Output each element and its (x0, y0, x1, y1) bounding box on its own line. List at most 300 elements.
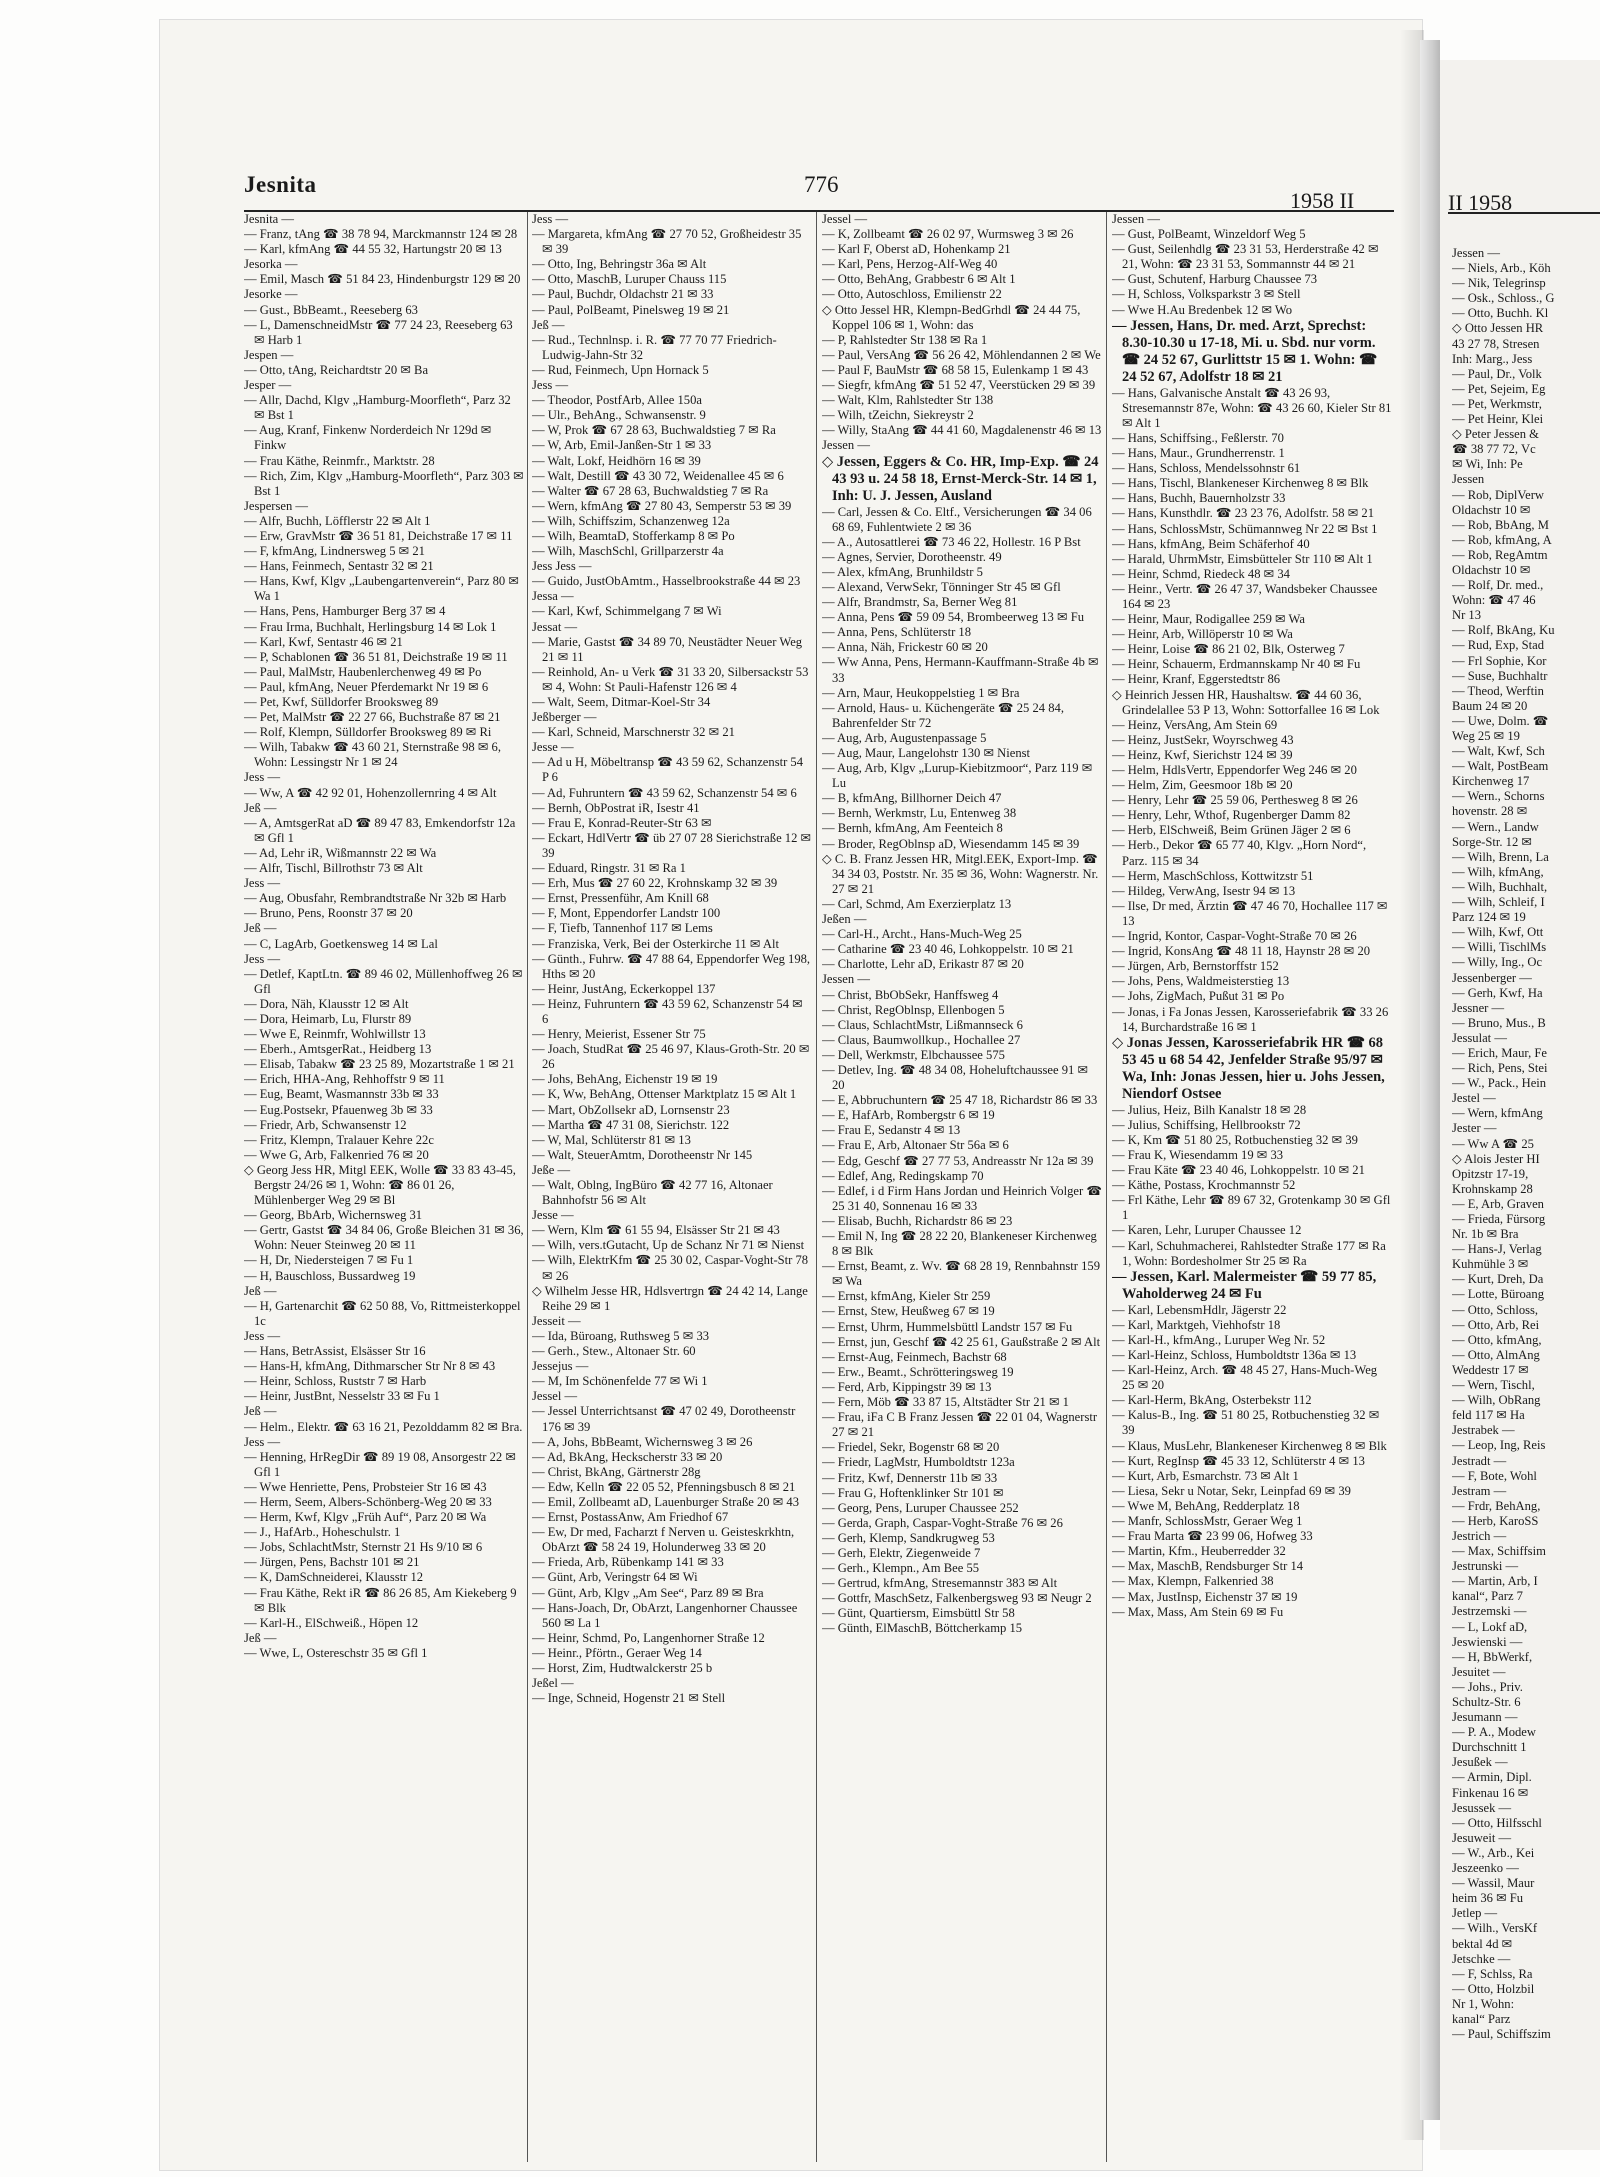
facing-page-entry: Nr 13 (1452, 608, 1482, 623)
facing-page-entry: — Uwe, Dolm. ☎ (1452, 713, 1549, 728)
directory-entry: — W, Arb, Emil-Janßen-Str 1 ✉ 33 (532, 438, 712, 453)
directory-entry: — H, Dr, Niedersteigen 7 ✉ Fu 1 (244, 1253, 414, 1268)
directory-entry: — Wwe Henriette, Pens, Probsteier Str 16 ✉ 43 (244, 1479, 487, 1494)
directory-entry: — Henning, HrRegDir ☎ 89 19 08, Ansorgestr 22 ✉ Gfl 1 (244, 1449, 516, 1479)
directory-entry: — Edg, Geschf ☎ 27 77 53, Andreasstr Nr 12a ✉ 39 (822, 1153, 1094, 1168)
directory-entry: Jeßberger — (532, 710, 597, 725)
directory-entry: — Hans, Galvanische Anstalt ☎ 43 26 93, Stresemannstr 87e, Wohn: ☎ 43 26 60, Kieler Str 81 ✉ Alt 1 (1112, 385, 1392, 430)
directory-entry: — Ww, A ☎ 42 92 01, Hohenzollernring 4 ✉ Alt (244, 785, 497, 800)
directory-entry: — Günt, Arb, Klgv „Am See“, Parz 89 ✉ Bra (532, 1585, 764, 1600)
column-2 (532, 212, 812, 2162)
facing-page-entry: — Herb, KaroSS (1452, 1513, 1539, 1528)
directory-entry: — Heinr, Schmd, Riedeck 48 ✉ 34 (1112, 566, 1290, 581)
directory-entry: — Heinz, Fuhruntern ☎ 43 59 62, Schanzenstr 54 ✉ 6 (532, 996, 803, 1026)
facing-page-entry: Jestrich — (1452, 1528, 1507, 1543)
directory-entry: — Max, MaschB, Rendsburger Str 14 (1112, 1559, 1304, 1574)
directory-entry: — Ferd, Arb, Kippingstr 39 ✉ 13 (822, 1379, 992, 1394)
directory-entry: ◇ Wilhelm Jesse HR, Hdlsvertrgn ☎ 24 42 14, Lange Reihe 29 ✉ 1 (532, 1283, 808, 1313)
directory-entry: — Gust., BbBeamt., Reeseberg 63 (244, 302, 418, 317)
directory-entry: — Manfr, SchlossMstr, Geraer Weg 1 (1112, 1514, 1303, 1529)
facing-page-entry: — Otto, Hilfsschl (1452, 1815, 1542, 1830)
directory-entry: — Heinr., Vertr. ☎ 26 47 37, Wandsbeker Chaussee 164 ✉ 23 (1112, 581, 1378, 611)
directory-entry: — Heinr, Arb, Willöperstr 10 ✉ Wa (1112, 627, 1293, 642)
directory-entry: — Emil, Zollbeamt aD, Lauenburger Straße 20 ✉ 43 (532, 1494, 800, 1509)
directory-entry: — Otto, Ing, Behringstr 36a ✉ Alt (532, 257, 707, 272)
directory-entry: — Otto, Autoschloss, Emilienstr 22 (822, 287, 1002, 302)
facing-page-entry: — Rob, RegAmtm (1452, 547, 1548, 562)
directory-entry: — Anna, Pens, Schlüterstr 18 (822, 625, 972, 640)
directory-entry: — C, LagArb, Goetkensweg 14 ✉ Lal (244, 936, 438, 951)
facing-page-entry: — Frieda, Fürsorg (1452, 1212, 1546, 1226)
directory-entry: — Bruno, Pens, Roonstr 37 ✉ 20 (244, 906, 413, 921)
directory-entry: Jespersen — (244, 498, 309, 513)
directory-entry: — Paul, PolBeamt, Pinelsweg 19 ✉ 21 (532, 302, 730, 317)
facing-page-entry: Jeswienski — (1452, 1634, 1523, 1649)
directory-entry: — Helm, HdlsVertr, Eppendorfer Weg 246 ✉ 20 (1112, 763, 1357, 777)
facing-page-entry: Finkenau 16 ✉ (1452, 1785, 1529, 1800)
directory-entry: — Heinr, Schloss, Ruststr 7 ✉ Harb (244, 1374, 427, 1389)
facing-page-entry: — Willy, Ing., Oc (1452, 955, 1543, 970)
directory-entry: Jess — (532, 212, 569, 226)
facing-page-entry: — L, Lokf aD, (1452, 1619, 1528, 1634)
directory-entry: — Hans, Pens, Hamburger Berg 37 ✉ 4 (244, 604, 446, 619)
directory-entry: — Erw., Beamt., Schrötteringsweg 19 (822, 1364, 1014, 1379)
directory-entry: — Friedr, LagMstr, Humboldtstr 123a (822, 1455, 1015, 1470)
facing-page-entry: — F, Bote, Wohl (1452, 1468, 1537, 1483)
directory-entry: — Günth, ElMaschB, Böttcherkamp 15 (822, 1621, 1023, 1636)
facing-page-entry: — Frl Sophie, Kor (1452, 653, 1547, 668)
directory-entry: — E, Abbruchuntern ☎ 25 47 18, Richardstr 86 ✉ 33 (822, 1093, 1098, 1108)
directory-entry: — F, Mont, Eppendorfer Landstr 100 (532, 906, 721, 921)
directory-entry: — Arnold, Haus- u. Küchengeräte ☎ 25 24 84, Bahrenfelder Str 72 (822, 700, 1064, 730)
facing-page-entry: — Hans-J, Verlag (1452, 1242, 1542, 1257)
facing-page-entry: ✉ Wi, Inh: Pe (1452, 457, 1523, 472)
facing-page-entry: — Armin, Dipl. (1452, 1770, 1532, 1785)
directory-entry: — Heinr., Pförtn., Geraer Weg 14 (532, 1645, 702, 1660)
directory-entry: — Jürgen, Pens, Bachstr 101 ✉ 21 (244, 1555, 420, 1570)
directory-entry: — K, Ww, BehAng, Ottenser Marktplatz 15 ✉ Alt 1 (532, 1087, 797, 1102)
directory-entry: — Pet, MalMstr ☎ 22 27 66, Buchstraße 87 ✉ 21 (244, 710, 501, 725)
directory-entry: — Heinz, Kwf, Sierichstr 124 ✉ 39 (1112, 747, 1293, 762)
directory-entry: — Broder, RegOblnsp aD, Wiesendamm 145 ✉ 39 (822, 836, 1080, 851)
directory-entry: — Fern, Möb ☎ 33 87 15, Altstädter Str 21 ✉ 1 (822, 1395, 1069, 1410)
directory-entry: — Otto, tAng, Reichardtstr 20 ✉ Ba (244, 362, 429, 377)
directory-entry: — Wilh, tZeichn, Siekreystr 2 (822, 408, 974, 423)
directory-entry: — Eug, Beamt, Wasmannstr 33b ✉ 33 (244, 1087, 439, 1102)
directory-entry: — Herm, Kwf, Klgv „Früh Auf“, Parz 20 ✉ Wa (244, 1510, 487, 1525)
directory-entry: — Walt, Klm, Rahlstedter Str 138 (822, 393, 994, 408)
directory-entry: — Friedel, Sekr, Bogenstr 68 ✉ 20 (822, 1440, 1000, 1455)
facing-page-entry: — Rob, DiplVerw (1452, 487, 1544, 502)
facing-page-entry: Nr 1, Wohn: (1452, 1996, 1515, 2011)
directory-entry: — Otto, MaschB, Luruper Chauss 115 (532, 272, 727, 287)
facing-page-entry: bektal 4d ✉ (1452, 1936, 1513, 1951)
facing-page-entry: Jestrzemski — (1452, 1604, 1527, 1619)
directory-entry: Jeße — (532, 1162, 571, 1177)
directory-entry: — Karl-Heinz, Arch. ☎ 48 45 27, Hans-Much-Weg 25 ✉ 20 (1112, 1363, 1378, 1393)
facing-page-entry: Oldachstr 10 ✉ (1452, 562, 1531, 577)
facing-page-entry: ◇ Otto Jessen HR (1452, 321, 1544, 336)
directory-entry: — Karl, kfmAng ☎ 44 55 32, Hartungstr 20 ✉ 13 (244, 242, 502, 257)
directory-entry: — Carl-H., Archt., Hans-Much-Weg 25 (822, 927, 1022, 942)
directory-entry: — Frl Käthe, Lehr ☎ 89 67 32, Grotenkamp 30 ✉ Gfl 1 (1112, 1193, 1391, 1223)
facing-page-entry: Jesussek — (1452, 1800, 1512, 1815)
directory-entry: — Ernst, Pressenführ, Am Knill 68 (532, 891, 709, 906)
directory-entry: — Hans, kfmAng, Beim Schäferhof 40 (1112, 536, 1310, 551)
directory-entry: Jeß — (244, 1283, 277, 1298)
directory-entry: ◇ Georg Jess HR, Mitgl EEK, Wolle ☎ 33 83 43-45, Bergstr 24/26 ✉ 1, Wohn: ☎ 86 01 26, Mühlenberger Weg 29 ✉ Bl (244, 1162, 516, 1208)
directory-entry: Jeß — (244, 1630, 277, 1645)
directory-entry: — Johs, BehAng, Eichenstr 19 ✉ 19 (532, 1072, 718, 1087)
directory-entry: — Günth., Fuhrw. ☎ 47 88 64, Eppendorfer Weg 198, Hths ✉ 20 (532, 951, 811, 981)
directory-entry: — Paul, MalMstr, Haubenlerchenweg 49 ✉ Po (244, 664, 482, 679)
facing-page-entry: — Gerh, Kwf, Ha (1452, 985, 1543, 1000)
facing-page-entry: Jestradt — (1452, 1453, 1507, 1468)
directory-entry: Jeß — (244, 1404, 277, 1419)
directory-entry: — Herm, Seem, Albers-Schönberg-Weg 20 ✉ 33 (244, 1494, 492, 1509)
facing-page-entry: — Pet, Werkmstr, (1452, 396, 1542, 411)
directory-entry: — J., HafArb., Hoheschulstr. 1 (244, 1525, 401, 1540)
directory-entry: Jess — (244, 951, 281, 966)
directory-entry: — Karl, LebensmHdlr, Jägerstr 22 (1112, 1302, 1287, 1317)
directory-entry: — Ingrid, Kontor, Caspar-Voght-Straße 70 ✉ 26 (1112, 929, 1357, 944)
directory-entry: — Johs, Pens, Waldmeisterstieg 13 (1112, 974, 1290, 989)
directory-entry: — M, Im Schönenfelde 77 ✉ Wi 1 (532, 1374, 708, 1389)
directory-entry: — Wwe M, BehAng, Redderplatz 18 (1112, 1498, 1300, 1513)
directory-entry: — Carl, Schmd, Am Exerzierplatz 13 (822, 896, 1012, 911)
directory-entry: Jessejus — (532, 1359, 589, 1374)
facing-page-entry: Oldachstr 10 ✉ (1452, 502, 1531, 517)
directory-entry: — Karen, Lehr, Luruper Chaussee 12 (1112, 1223, 1302, 1238)
directory-entry: — Aug, Maur, Langelohstr 130 ✉ Nienst (822, 746, 1031, 760)
directory-entry: Jess — (244, 1434, 281, 1449)
facing-page-entry: Jesuweit — (1452, 1830, 1512, 1845)
facing-page-entry: — Rob, BbAng, M (1452, 517, 1549, 532)
directory-entry: — Ad, Lehr iR, Wißmannstr 22 ✉ Wa (244, 845, 437, 860)
facing-page-entry: Opitzstr 17-19, (1452, 1166, 1529, 1181)
directory-entry: — Ww Anna, Pens, Hermann-Kauffmann-Straße 4b ✉ 33 (822, 655, 1099, 685)
directory-entry: — Walt, Destill ☎ 43 30 72, Weidenallee 45 ✉ 6 (532, 468, 784, 483)
directory-entry: — E, HafArb, Rombergstr 6 ✉ 19 (822, 1108, 995, 1123)
column-divider (1106, 212, 1107, 2162)
directory-entry: — A, AmtsgerRat aD ☎ 89 47 83, Emkendorfstr 12a ✉ Gfl 1 (244, 815, 516, 845)
directory-entry: — Max, Mass, Am Stein 69 ✉ Fu (1112, 1604, 1284, 1619)
facing-page-entry: Jetlep — (1452, 1906, 1498, 1921)
facing-page-entry: — Wilh., VersKf (1452, 1921, 1538, 1936)
directory-entry: — Jobs, SchlachtMstr, Sternstr 21 Hs 9/10 ✉ 6 (244, 1540, 483, 1555)
facing-page-entry: — Wilh, Schleif, I (1452, 895, 1545, 910)
facing-page-column (1452, 246, 1600, 2146)
facing-page-entry: — Johs., Priv. (1452, 1679, 1523, 1694)
directory-entry: — Christ, BkAng, Gärtnerstr 28g (532, 1464, 701, 1479)
directory-entry: — Hans, Tischl, Blankeneser Kirchenweg 8 ✉ Blk (1112, 476, 1369, 491)
facing-page-entry: Parz 124 ✉ 19 (1452, 910, 1526, 925)
facing-page-entry: Schultz-Str. 6 (1452, 1695, 1521, 1709)
facing-page-entry: kanal“ Parz (1452, 2011, 1511, 2026)
directory-entry: — Ulr., BehAng., Schwansenstr. 9 (532, 408, 706, 423)
directory-entry: — Joach, StudRat ☎ 25 46 97, Klaus-Groth-Str. 20 ✉ 26 (532, 1042, 810, 1072)
directory-entry: — Karl-Heinz, Schloss, Humboldtstr 136a ✉ 13 (1112, 1348, 1357, 1362)
facing-page-entry: — Martin, Arb, I (1452, 1574, 1538, 1589)
facing-page-entry: Jesußek — (1452, 1755, 1508, 1770)
directory-entry: — Alfr, Brandmstr, Sa, Berner Weg 81 (822, 595, 1018, 610)
directory-entry: — Wwe G, Arb, Falkenried 76 ✉ 20 (244, 1147, 429, 1162)
facing-page-entry: — Wilh, kfmAng, (1452, 864, 1544, 879)
directory-entry: — Heinr, JustAng, Eckerkoppel 137 (532, 981, 716, 996)
directory-entry: — Wilh, vers.tGutacht, Up de Schanz Nr 71 ✉ Nienst (532, 1238, 805, 1253)
directory-entry: — W, Mal, Schlüterstr 81 ✉ 13 (532, 1132, 691, 1147)
directory-entry: — Wern, kfmAng ☎ 27 80 43, Semperstr 53 ✉ 39 (532, 498, 792, 513)
directory-entry: — Kurt, RegInsp ☎ 45 33 12, Schlüterstr 4 ✉ 13 (1112, 1453, 1365, 1468)
directory-entry: — Ad, BkAng, Heckscherstr 33 ✉ 20 (532, 1449, 723, 1464)
facing-page-entry: — Wilh, Kwf, Ott (1452, 925, 1544, 940)
directory-entry: — Liesa, Sekr u Notar, Sekr, Leinpfad 69 ✉ 39 (1112, 1483, 1351, 1498)
facing-page-entry: Jessen — (1452, 246, 1500, 260)
directory-entry: — Gust, Seilenhdlg ☎ 23 31 53, Herderstraße 42 ✉ 21, Wohn: ☎ 23 31 53, Sommannstr 44 ✉ 21 (1112, 242, 1379, 272)
directory-entry: — Ew, Dr med, Facharzt f Nerven u. Geisteskrkhtn, ObArzt ☎ 58 24 19, Holunderweg 33 ✉ 20 (532, 1525, 795, 1555)
directory-entry: — Eug.Postsekr, Pfauenweg 3b ✉ 33 (244, 1102, 433, 1117)
directory-entry: — Wilh, Tabakw ☎ 43 60 21, Sternstraße 98 ✉ 6, Wohn: Lessingstr Nr 1 ✉ 24 (244, 740, 501, 770)
facing-page-entry: Jeszeenko — (1452, 1861, 1519, 1876)
facing-page-entry: Nr. 1b ✉ Bra (1452, 1227, 1519, 1242)
facing-page-entry: — Walt, PostBeam (1452, 759, 1549, 774)
directory-entry: Jeß — (532, 317, 565, 332)
facing-page-entry: heim 36 ✉ Fu (1452, 1891, 1524, 1906)
directory-entry: — Harald, UhrmMstr, Eimsbütteler Str 110 ✉ Alt 1 (1112, 551, 1373, 566)
directory-entry: — Hans, Feinmech, Sentastr 32 ✉ 21 (244, 559, 434, 574)
directory-entry: — Walt, Oblng, IngBüro ☎ 42 77 16, Altonaer Bahnhofstr 56 ✉ Alt (532, 1178, 773, 1208)
directory-entry: — Eberh., AmtsgerRat., Heidberg 13 (244, 1042, 432, 1057)
facing-page-entry: — Paul, Dr., Volk (1452, 366, 1542, 381)
facing-page-entry: — Nik, Telegrinsp (1452, 276, 1546, 291)
page-number: 776 (804, 172, 839, 197)
facing-page-entry: — Otto, Arb, Rei (1452, 1317, 1540, 1332)
directory-entry: — P, Schablonen ☎ 36 51 81, Deichstraße 19 ✉ 11 (244, 649, 508, 664)
facing-page-entry: Kuhmühle 3 ✉ (1452, 1257, 1529, 1272)
directory-entry: — Alfr, Tischl, Billrothstr 73 ✉ Alt (244, 861, 423, 876)
facing-page-entry: — Max, Schiffsim (1452, 1544, 1546, 1559)
directory-entry: — Detlev, Ing. ☎ 48 34 08, Hoheluftchaussee 91 ✉ 20 (822, 1062, 1089, 1093)
facing-page-entry: Wohn: ☎ 47 46 (1452, 593, 1536, 608)
directory-entry: — Aug, Obusfahr, Rembrandtstraße Nr 32b ✉ Harb (244, 891, 507, 906)
directory-entry: — Alexand, VerwSekr, Tönninger Str 45 ✉ Gfl (822, 579, 1061, 594)
directory-entry: — Hans-H, kfmAng, Dithmarscher Str Nr 8 ✉ 43 (244, 1359, 496, 1374)
directory-entry: Jess — (244, 876, 281, 891)
directory-entry: — Günt, Arb, Veringstr 64 ✉ Wi (532, 1570, 698, 1585)
directory-entry: — Klaus, MusLehr, Blankeneser Kirchenweg 8 ✉ Blk (1112, 1438, 1387, 1453)
directory-entry: — Jessen, Hans, Dr. med. Arzt, Sprechst: 8.30-10.30 u 17-18, Mi. u. Sbd. nur vorm. ☎ 24 52 67, Gurlittstr 15 ✉ 1. Wohn: ☎ 24 52 67, Adolfstr 18 ✉ 21 (1112, 317, 1378, 385)
directory-entry: — Eckart, HdlVertr ☎ üb 27 07 28 Sierichstraße 12 ✉ 39 (532, 830, 812, 860)
directory-entry: Jesse — (532, 1208, 574, 1223)
directory-entry: — Jessel Unterrichtsanst ☎ 47 02 49, Dorotheenstr 176 ✉ 39 (532, 1404, 796, 1434)
directory-entry: — Carl, Jessen & Co. Eltf., Versicherungen ☎ 34 06 68 69, Fuhlentwiete 2 ✉ 36 (822, 504, 1092, 534)
column-4 (1112, 212, 1392, 2162)
directory-entry: — Walt, Seem, Ditmar-Koel-Str 34 (532, 695, 711, 709)
directory-entry: — Wilh, MaschSchl, Grillparzerstr 4a (532, 544, 724, 559)
directory-entry: ◇ Otto Jessel HR, Klempn-BedGrhdl ☎ 24 44 75, Koppel 106 ✉ 1, Wohn: das (822, 302, 1081, 332)
directory-entry: — Anna, Pens ☎ 59 09 54, Brombeerweg 13 ✉ Fu (822, 610, 1085, 625)
facing-page-entry: Jestrabek — (1452, 1423, 1515, 1438)
directory-entry: — Hans, Buchh, Bauernholzstr 33 (1112, 491, 1286, 506)
facing-page-entry: — Pet, Sejeim, Eg (1452, 381, 1546, 396)
directory-entry: — Helm, Zim, Geesmoor 18b ✉ 20 (1112, 778, 1293, 793)
directory-entry: — Franziska, Verk, Bei der Osterkirche 11 ✉ Alt (532, 936, 779, 951)
facing-page-entry: — Rolf, Dr. med., (1452, 578, 1544, 593)
directory-entry: — Fritz, Kwf, Dennerstr 11b ✉ 33 (822, 1470, 998, 1485)
directory-entry: — Rolf, Klempn, Sülldorfer Brooksweg 89 ✉ Ri (244, 725, 492, 740)
column-divider (527, 212, 528, 2162)
directory-entry: — Karl-H., kfmAng., Luruper Weg Nr. 52 (1112, 1332, 1326, 1347)
directory-entry: — Walter ☎ 67 28 63, Buchwaldstieg 7 ✉ Ra (532, 483, 769, 498)
directory-entry: — Siegfr, kfmAng ☎ 51 52 47, Veerstücken 29 ✉ 39 (822, 378, 1096, 393)
directory-entry: — Henry, Lehr, Wthof, Rugenberger Damm 82 (1112, 808, 1351, 823)
directory-entry: Jessat — (532, 619, 578, 634)
directory-entry: — A, Johs, BbBeamt, Wichernsweg 3 ✉ 26 (532, 1434, 753, 1449)
directory-entry: Jeß — (244, 800, 277, 815)
directory-entry: Jessel — (822, 212, 868, 226)
directory-entry: — Willy, StaAng ☎ 44 41 60, Magdalenenstr 46 ✉ 13 (822, 423, 1102, 438)
directory-entry: — Georg, Pens, Luruper Chaussee 252 (822, 1500, 1019, 1515)
facing-page-entry: — Wassil, Maur (1452, 1876, 1535, 1891)
directory-entry: — Fritz, Klempn, Tralauer Kehre 22c (244, 1132, 434, 1147)
directory-entry: — Kurt, Arb, Esmarchstr. 73 ✉ Alt 1 (1112, 1468, 1299, 1483)
directory-entry: — Frau Käthe, Rekt iR ☎ 86 26 85, Am Kiekeberg 9 ✉ Blk (244, 1585, 517, 1615)
directory-entry: — Karl-Herm, BkAng, Osterbekstr 112 (1112, 1393, 1312, 1408)
column-3 (822, 212, 1102, 2162)
directory-entry: — Ingrid, KonsAng ☎ 48 11 18, Haynstr 28 ✉ 20 (1112, 944, 1371, 959)
directory-entry: — Dell, Werkmstr, Elbchaussee 575 (822, 1047, 1005, 1062)
facing-page-entry: — Otto, AlmAng (1452, 1347, 1540, 1362)
facing-page-entry: — Pet Heinr, Klei (1452, 412, 1544, 427)
directory-entry: — Heinr, Kranf, Eggerstedtstr 86 (1112, 672, 1281, 687)
directory-entry: — Paul, kfmAng, Neuer Pferdemarkt Nr 19 ✉ 6 (244, 679, 489, 694)
directory-entry: ◇ Heinrich Jessen HR, Haushaltsw. ☎ 44 60 36, Grindelallee 53 P 13, Wohn: Sottorfallee 16 ✉ Lok (1112, 687, 1380, 717)
directory-entry: — Horst, Zim, Hudtwalckerstr 25 b (532, 1661, 713, 1675)
directory-entry: — Günt, Quartiersm, Eimsbüttl Str 58 (822, 1606, 1015, 1621)
facing-page-entry: — Wern, Tischl, (1452, 1378, 1535, 1393)
facing-page-entry: 43 27 78, Stresen (1452, 336, 1540, 351)
directory-entry: Jessen — (1112, 212, 1160, 226)
directory-entry: — Frieda, Arb, Rübenkamp 141 ✉ 33 (532, 1555, 724, 1570)
directory-entry: — Hans, BetrAssist, Elsässer Str 16 (244, 1344, 426, 1359)
directory-entry: — Arn, Maur, Heukoppelstieg 1 ✉ Bra (822, 685, 1020, 700)
facing-page-entry: Weddestr 17 ✉ (1452, 1362, 1529, 1377)
directory-entry: — Anna, Näh, Frickestr 60 ✉ 20 (822, 640, 988, 655)
directory-entry: ◇ C. B. Franz Jessen HR, Mitgl.EEK, Export-Imp. ☎ 34 34 03, Poststr. Nr. 35 ✉ 36, Wohn: Wagnerstr. Nr. 27 ✉ 21 (822, 851, 1099, 896)
directory-entry: — Ernst, Stew, Heußweg 67 ✉ 19 (822, 1304, 995, 1319)
facing-page-entry: Jessner — (1452, 1000, 1505, 1015)
facing-page-entry: — Niels, Arb., Köh (1452, 261, 1551, 276)
directory-entry: Jeß — (244, 921, 277, 936)
directory-entry: Jesnita — (244, 212, 295, 226)
directory-entry: — Edw, Kelln ☎ 22 05 52, Pfenningsbusch 8 ✉ 21 (532, 1479, 796, 1494)
directory-entry: — Wwe, L, Ostereschstr 35 ✉ Gfl 1 (244, 1645, 428, 1660)
facing-page-entry: — Wilh, Brenn, La (1452, 849, 1549, 864)
directory-entry: — Johs, ZigMach, Pußut 31 ✉ Po (1112, 989, 1285, 1004)
directory-entry: — Paul, VersAng ☎ 56 26 42, Möhlendannen 2 ✉ We (822, 347, 1101, 362)
facing-page-entry: Kirchenweg 17 (1452, 774, 1530, 789)
directory-entry: — Erich, HHA-Ang, Rehhoffstr 9 ✉ 11 (244, 1072, 445, 1087)
directory-entry: ◇ Jonas Jessen, Karosseriefabrik HR ☎ 68 53 45 u 68 54 42, Jenfelder Straße 95/97 ✉ Wa, Inh: Jonas Jessen, hier u. Johs Jessen, Niendorf Ostsee (1112, 1034, 1385, 1102)
directory-entry: — Alfr, Buchh, Löfflerstr 22 ✉ Alt 1 (244, 513, 431, 528)
directory-entry: — Frau, iFa C B Franz Jessen ☎ 22 01 04, Wagnerstr 27 ✉ 21 (822, 1410, 1098, 1440)
facing-page-entry: Jessenberger — (1452, 970, 1532, 985)
directory-entry: — Karl-H., ElSchweiß., Höpen 12 (244, 1615, 419, 1630)
directory-entry: — Karl, Schuhmacherei, Rahlstedter Straße 177 ✉ Ra 1, Wohn: Bordesholmer Str 25 ✉ Ra (1112, 1238, 1386, 1268)
facing-page-entry: Jessen (1452, 472, 1485, 487)
directory-entry: — Frau G, Hoftenklinker Str 101 ✉ (822, 1485, 1004, 1500)
directory-entry: — Franz, tAng ☎ 38 78 94, Marckmannstr 124 ✉ 28 (244, 227, 518, 242)
directory-entry: — Ernst, Beamt, z. Wv. ☎ 68 28 19, Rennbahnstr 159 ✉ Wa (822, 1259, 1101, 1289)
directory-entry: — Hans, Schloss, Mendelssohnstr 61 (1112, 461, 1301, 476)
directory-entry: — Dora, Näh, Klausstr 12 ✉ Alt (244, 996, 409, 1011)
facing-page-entry: — Theod, Werftin (1452, 683, 1544, 698)
facing-page-entry: Sorge-Str. 12 ✉ (1452, 834, 1532, 849)
directory-entry: — Gerda, Graph, Caspar-Voght-Straße 76 ✉ 26 (822, 1515, 1063, 1530)
directory-entry: — Max, Klempn, Falkenried 38 (1112, 1574, 1274, 1589)
facing-page-entry: Jestel — (1452, 1091, 1496, 1106)
directory-entry: — Walt, SteuerAmtm, Dorotheenstr Nr 145 (532, 1147, 753, 1162)
directory-entry: — Frau E, Sedanstr 4 ✉ 13 (822, 1123, 961, 1138)
directory-entry: — Max, JustInsp, Eichenstr 37 ✉ 19 (1112, 1589, 1298, 1604)
directory-entry: — Aug, Arb, Klgv „Lurup-Kiebitzmoor“, Parz 119 ✉ Lu (822, 761, 1093, 791)
directory-entry: — Heinr, Loise ☎ 86 21 02, Blk, Osterweg 7 (1112, 642, 1345, 657)
directory-entry: — Heinr, Schauerm, Erdmannskamp Nr 40 ✉ Fu (1112, 657, 1361, 672)
facing-page-entry: — Osk., Schloss., G (1452, 291, 1555, 306)
directory-entry: — Martin, Kfm., Heuberredder 32 (1112, 1544, 1286, 1559)
directory-entry: — Hans, Kunsthdlr. ☎ 23 23 76, Adolfstr. 58 ✉ 21 (1112, 506, 1375, 521)
directory-entry: — Frau E, Konrad-Reuter-Str 63 ✉ (532, 815, 712, 830)
facing-page-entry: — Otto, Holzbil (1452, 1981, 1535, 1996)
directory-entry: Jesseit — (532, 1313, 581, 1328)
facing-page-entry: — Wilh, Buchhalt, (1452, 879, 1548, 894)
directory-entry: — Heinr, JustBnt, Nesselstr 33 ✉ Fu 1 (244, 1389, 440, 1404)
directory-entry: — Jessen, Karl. Malermeister ☎ 59 77 85, Waholderweg 24 ✉ Fu (1112, 1268, 1377, 1302)
directory-entry: Jespen — (244, 347, 294, 362)
edition-year: 1958 II (1290, 188, 1355, 213)
facing-page-entry: Jesumann — (1452, 1710, 1518, 1725)
directory-entry: — Karl F, Oberst aD, Hohenkamp 21 (822, 242, 1011, 257)
directory-entry: — Heinr, Schmd, Po, Langenhorner Straße 12 (532, 1630, 765, 1645)
directory-entry: — Ernst, jun, Geschf ☎ 42 25 61, Gaußstraße 2 ✉ Alt (822, 1334, 1101, 1349)
facing-page-entry: ◇ Alois Jester HI (1452, 1151, 1540, 1166)
directory-entry: Jess Jess — (532, 559, 592, 574)
directory-entry: — Wilh, BeamtaD, Stofferkamp 8 ✉ Po (532, 528, 735, 543)
directory-entry: — Alex, kfmAng, Brunhildstr 5 (822, 564, 983, 579)
directory-entry: — Kalus-B., Ing. ☎ 51 80 25, Rotbuchenstieg 32 ✉ 39 (1112, 1408, 1380, 1438)
directory-entry: — Hans, SchlossMstr, Schümannweg Nr 22 ✉ Bst 1 (1112, 521, 1378, 536)
directory-entry: — Friedr, Arb, Schwansenstr 12 (244, 1117, 407, 1132)
directory-entry: — Otto, BehAng, Grabbestr 6 ✉ Alt 1 (822, 272, 1016, 287)
directory-entry: — Guido, JustObAmtm., Hasselbrookstraße 44 ✉ 23 (532, 574, 801, 589)
directory-entry: — Hans, Kwf, Klgv „Laubengartenverein“, Parz 80 ✉ Wa 1 (244, 574, 519, 604)
directory-entry: — Jonas, i Fa Jonas Jessen, Karosseriefabrik ☎ 33 26 14, Burchardstraße 16 ✉ 1 (1112, 1004, 1389, 1034)
facing-page-entry: — Otto, Buchh. Kl (1452, 306, 1549, 321)
directory-entry: Jessen — (822, 972, 870, 987)
directory-entry: — Ernst, kfmAng, Kieler Str 259 (822, 1289, 991, 1304)
directory-entry: — Rud., Technlnsp. i. R. ☎ 77 70 77 Friedrich-Ludwig-Jahn-Str 32 (532, 332, 777, 362)
directory-entry: — Karl, Schneid, Marschnerstr 32 ✉ 21 (532, 725, 735, 740)
directory-entry: — Helm., Elektr. ☎ 63 16 21, Pezolddamm 82 ✉ Bra. (244, 1419, 523, 1434)
facing-page-entry: — W., Pack., Hein (1452, 1076, 1547, 1091)
directory-entry: — Frau Käthe, Reinmfr., Marktstr. 28 (244, 453, 435, 468)
directory-entry: — Frau K, Wiesendamm 19 ✉ 33 (1112, 1147, 1284, 1162)
directory-entry: — Wwe E, Reinmfr, Wohlwillstr 13 (244, 1027, 426, 1042)
facing-page-entry: — Rob, kfmAng, A (1452, 532, 1552, 547)
facing-page-entry: — W., Arb., Kei (1452, 1845, 1535, 1860)
directory-entry: Jesse — (532, 740, 574, 755)
directory-entry: — Elisab, Tabakw ☎ 23 25 89, Mozartstraße 1 ✉ 21 (244, 1057, 515, 1072)
